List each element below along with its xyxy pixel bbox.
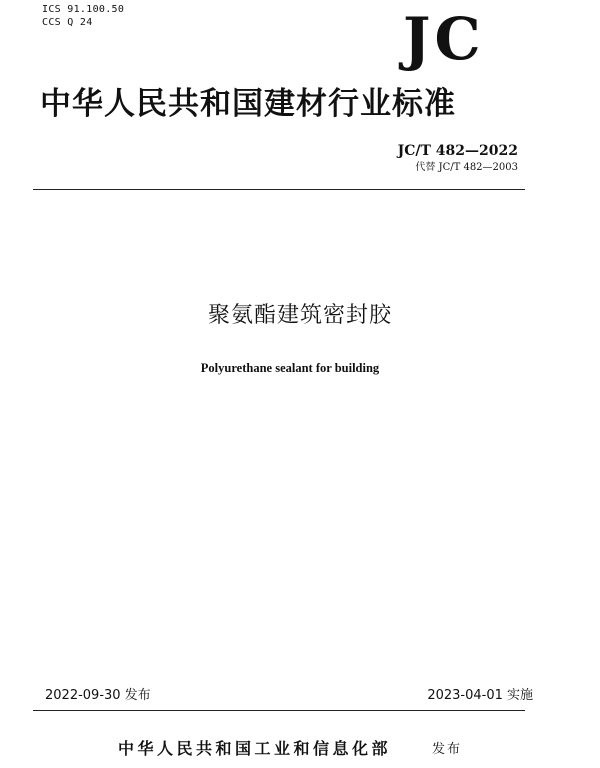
top-divider (33, 189, 525, 190)
publisher-suffix: 发布 (432, 742, 463, 757)
standard-code-text: JC/T 482—2022 (397, 143, 518, 159)
replaces-standard: 代替 JC/T 482—2003 (415, 162, 518, 173)
document-subtitle: Polyurethane sealant for building (200, 361, 380, 375)
standard-category-title: 中华人民共和国建材行业标准 (40, 86, 456, 122)
implementation-date: 2023-04-01 实施 (427, 688, 533, 703)
ccs-code: CCS Q 24 (42, 17, 93, 28)
standard-code (398, 142, 518, 160)
publisher: 中华人民共和国工业和信息化部 (118, 739, 392, 758)
jc-logo: JC (403, 5, 485, 73)
bottom-divider (33, 710, 525, 711)
issue-date: 2022-09-30 发布 (45, 688, 151, 703)
ics-code: ICS 91.100.50 (42, 4, 125, 15)
document-title: 聚氨酯建筑密封胶 (207, 303, 392, 328)
